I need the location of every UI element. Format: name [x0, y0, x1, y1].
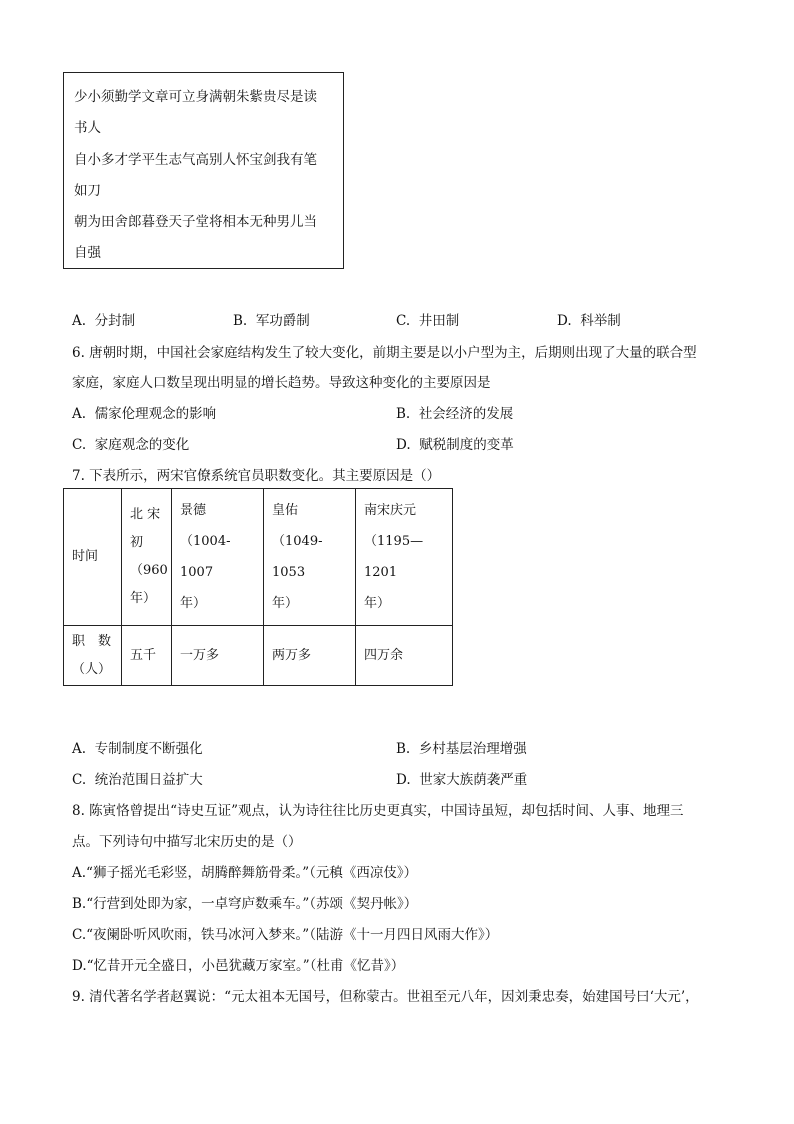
table-header-time: 时间: [64, 489, 122, 626]
table-cell: 一万多: [172, 626, 264, 686]
q6-stem-line1: 6. 唐朝时期，中国社会家庭结构发生了较大变化，前期主要是以小户型为主，后期则出现了大量的联合型: [72, 345, 697, 361]
q6-option-c: C. 家庭观念的变化: [72, 437, 190, 453]
q5-option-d: D. 科举制: [557, 313, 621, 329]
q8-stem-line1: 8. 陈寅恪曾提出“诗史互证”观点，认为诗往往比历史更真实，中国诗虽短，却包括时间、人事、地理三: [72, 803, 684, 819]
q8-option-c: C.“夜阑卧听风吹雨，铁马冰河入梦来。”（陆游《十一月四日风雨大作》）: [72, 927, 499, 943]
q8-stem-line2: 点。下列诗句中描写北宋历史的是（）: [72, 834, 302, 850]
table-cell: 五千: [122, 626, 172, 686]
poem-line: 书人: [74, 120, 101, 136]
q6-option-b: B. 社会经济的发展: [396, 406, 514, 422]
q7-option-d: D. 世家大族荫袭严重: [396, 772, 528, 788]
table-col-huangyou: 皇佑 （1049-1053 年）: [264, 489, 356, 626]
q8-option-a: A.“狮子摇光毛彩竖，胡腾醉舞筋骨柔。”（元稹《西凉伎》）: [72, 865, 418, 881]
q7-option-a: A. 专制制度不断强化: [72, 741, 203, 757]
q5-option-a: A. 分封制: [72, 313, 136, 329]
table-col-qingyuan: 南宋庆元 （1195—1201 年）: [356, 489, 453, 626]
table-cell: 两万多: [264, 626, 356, 686]
q6-option-d: D. 赋税制度的变革: [396, 437, 514, 453]
poem-box: [63, 72, 344, 269]
table-cell: 四万余: [356, 626, 453, 686]
q8-option-d: D.“忆昔开元全盛日，小邑犹藏万家室。”（杜甫《忆昔》）: [72, 958, 405, 974]
q8-option-b: B.“行营到处即为家，一卓穹庐数乘车。”（苏颂《契丹帐》）: [72, 896, 418, 912]
poem-line: 少小须勤学文章可立身满朝朱紫贵尽是读: [74, 89, 317, 105]
poem-line: 如刀: [74, 183, 101, 199]
poem-line: 自强: [74, 245, 101, 261]
table-col-jingde: 景德 （1004-1007 年）: [172, 489, 264, 626]
q6-stem-line2: 家庭，家庭人口数呈现出明显的增长趋势。导致这种变化的主要原因是: [72, 375, 491, 391]
q7-option-b: B. 乡村基层治理增强: [396, 741, 527, 757]
q5-option-c: C. 井田制: [396, 313, 460, 329]
table-row-label-count: 职 数 （人）: [64, 626, 122, 686]
q7-option-c: C. 统治范围日益扩大: [72, 772, 203, 788]
q7-table: [63, 488, 453, 686]
q7-stem: 7. 下表所示，两宋官僚系统官员职数变化。其主要原因是（）: [72, 468, 441, 484]
table-col-beisong: 北 宋 初 （960 年）: [122, 489, 172, 626]
q5-option-b: B. 军功爵制: [233, 313, 310, 329]
poem-line: 朝为田舍郎暮登天子堂将相本无种男儿当: [74, 214, 317, 230]
q6-option-a: A. 儒家伦理观念的影响: [72, 406, 217, 422]
poem-line: 自小多才学平生志气高别人怀宝剑我有笔: [74, 152, 317, 168]
q9-stem-line1: 9. 清代著名学者赵翼说：“元太祖本无国号，但称蒙古。世祖至元八年，因刘秉忠奏，始建国号曰‘大元’，: [72, 989, 699, 1005]
